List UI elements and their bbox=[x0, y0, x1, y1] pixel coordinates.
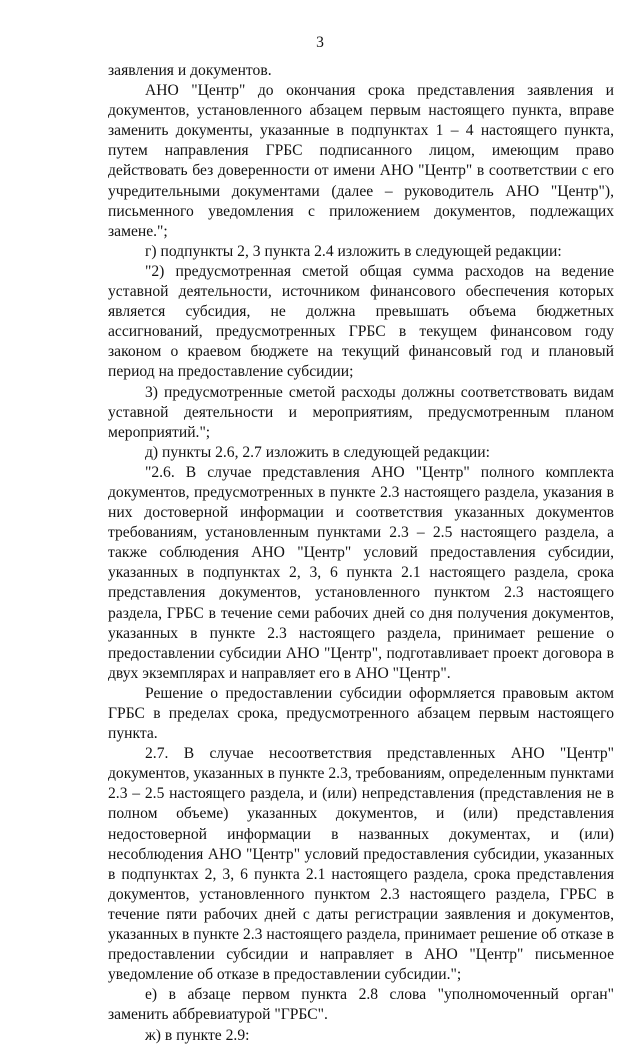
paragraph-decision: Решение о предоставлении субсидии оформляется правовым актом ГРБС в пределах срока, предусмотренного абзацем первым настоящего пункта. bbox=[108, 684, 614, 743]
paragraph-clause-2-7: 2.7. В случае несоответствия представленных АНО "Центр" документов, указанных в пункте 2.3, требованиям, определенным пунктами 2.3 – 2.5 настоящего раздела, и (или) непредставления (представления не в полном объеме) указанных документов, и (или) представления недостоверной информации в названных документах, и (или) несоблюдения АНО "Центр" условий предоставления субсидии, указанных в подпунктах 2, 3, 6 пункта 2.1 настоящего раздела, срока представления документов, установленного пунктом 2.3 настоящего раздела, ГРБС в течение пяти рабочих дней с даты регистрации заявления и документов, указанных в пункте 2.3 настоящего раздела, принимает решение об отказе в предоставлении субсидии и направляет в АНО "Центр" письменное уведомление об отказе в предоставлении субсидии."; bbox=[108, 745, 614, 984]
paragraph-continuation: заявления и документов. bbox=[108, 62, 272, 79]
paragraph-clause-2-6: "2.6. В случае представления АНО "Центр" полного комплекта документов, предусмотренных в пункте 2.3 настоящего раздела, указания в них достоверной информации и соответствия указанных документов требованиям, установленным пунктами 2.3 – 2.5 настоящего раздела, а также соблюдения АНО "Центр" условий предоставления субсидии, указанных в подпунктах 2, 3, 6 пункта 2.1 настоящего раздела, срока представления документов, установленного пунктом 2.3 настоящего раздела, ГРБС в течение семи рабочих дней со дня получения документов, указанных в пункте 2.3 настоящего раздела, принимает решение о предоставлении субсидии АНО "Центр", подготавливает проект договора в двух экземплярах и направляет его в АНО "Центр". bbox=[108, 463, 614, 682]
paragraph-item-zh: ж) в пункте 2.9: bbox=[145, 1026, 250, 1044]
paragraph-subitem-2: "2) предусмотренная сметой общая сумма расходов на ведение уставной деятельности, источником финансового обеспечения которых является субсидия, не должна превышать объема бюджетных ассигнований, предусмотренных ГРБС в текущем финансовом году законом о краевом бюджете на текущий финансовый год и плановый период на предоставление субсидии; bbox=[108, 262, 614, 381]
paragraph-item-d: д) пункты 2.6, 2.7 изложить в следующей редакции: bbox=[145, 443, 490, 461]
paragraph-item-e: е) в абзаце первом пункта 2.8 слова "уполномоченный орган" заменить аббревиатурой "ГРБС". bbox=[108, 986, 614, 1024]
page-number: 3 bbox=[316, 34, 324, 51]
document-body bbox=[108, 61, 614, 1046]
paragraph-item-g: г) подпункты 2, 3 пункта 2.4 изложить в следующей редакции: bbox=[145, 242, 562, 260]
paragraph-subitem-3: 3) предусмотренные сметой расходы должны соответствовать видам уставной деятельности и мероприятиям, предусмотренным планом мероприятий."; bbox=[108, 383, 614, 441]
paragraph-ano-replace-documents: АНО "Центр" до окончания срока представления заявления и документов, установленного абзацем первым настоящего пункта, вправе заменить документы, указанные в подпунктах 1 – 4 настоящего пункта, путем направления ГРБС подписанного лицом, имеющим право действовать без доверенности от имени АНО "Центр" в соответствии с его учредительными документами (далее – руководитель АНО "Центр"), письменного уведомления с приложением документов, подлежащих замене."; bbox=[108, 82, 614, 240]
